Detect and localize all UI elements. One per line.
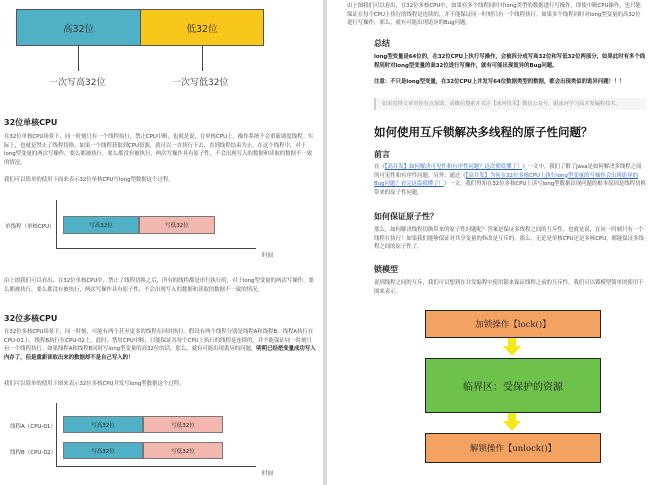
high-32-label: 高32位 bbox=[62, 23, 95, 35]
write-low-caption: 一次写低32位 bbox=[172, 78, 229, 88]
paragraph-summary: long型变量是64位的，在32位CPU上执行写操作，会被拆分成写高32位和写低32位两部分，如果此时有多个线程同时对long型变量的高32位进行写操作，就有可能出现诡异的Bug问题。 bbox=[374, 54, 646, 69]
flow-arrow-2-icon bbox=[503, 421, 521, 431]
section-title-summary: 总结 bbox=[374, 39, 390, 48]
divider-line-low bbox=[202, 46, 203, 71]
x-axis-1 bbox=[56, 248, 256, 249]
x-axis-2 bbox=[56, 466, 256, 467]
foreword-link-1[interactable]: 【高并发】如何解决可见性和有序性问题？这次彻底懂了！ bbox=[384, 164, 523, 170]
flow-arrow-1-stem bbox=[508, 338, 516, 346]
paragraph-multi-core bbox=[4, 328, 316, 362]
bar-write-low-1-label: 写低32位 bbox=[165, 223, 189, 229]
bar-thread-a-high-label: 写高32位 bbox=[91, 422, 115, 429]
flow-box-unlock-label: 解锁操作【unlock()】 bbox=[469, 444, 557, 454]
bar-thread-a-low bbox=[143, 416, 223, 433]
foreword-text-a: 在《 bbox=[374, 164, 385, 170]
section-title-multi-core: 32位多核CPU bbox=[4, 314, 58, 323]
flow-box-critical-label: 临界区：受保护的资源 bbox=[463, 382, 563, 393]
flow-box-critical-section bbox=[425, 358, 601, 413]
bar-write-low-1 bbox=[139, 216, 215, 234]
bar-thread-b-high-label: 写高32位 bbox=[91, 448, 115, 455]
row-label-single: 单线程（单核CPU） bbox=[5, 224, 55, 230]
bar-thread-a-high bbox=[63, 416, 143, 433]
flow-box-lock-label: 加锁操作【lock()】 bbox=[475, 320, 551, 330]
foreword-text-c: 》一文，我们得知在32位多核CPU上读写long型数据出现问题的根本原因是线程切换带来的原子性问题。 bbox=[374, 181, 646, 196]
flow-box-unlock bbox=[425, 433, 601, 463]
section-title-lock-model: 锁模型 bbox=[374, 265, 398, 274]
foreword-text-b: 》一文中，我们了解了Java是如何解决多线程之间的可见性和有序性问题。另外，通过《 bbox=[374, 164, 642, 179]
high-32-block bbox=[16, 9, 141, 46]
y-axis-1 bbox=[56, 200, 57, 248]
flow-arrow-1-icon bbox=[503, 346, 521, 356]
paragraph-note: 注意：不只是long型变量，在32位CPU上并发写64位数据类型的数据，都会出现类似的诡异问题！！！ bbox=[374, 79, 625, 85]
bar-write-high-1 bbox=[63, 216, 139, 234]
article-title: 如何使用互斥锁解决多线程的原子性问题？ bbox=[374, 125, 593, 139]
quote-block: 如果觉得文章对你有点帮助，请微信搜索并关注【冰河技术】微信公众号，跟冰河学习高并发编程技术。 bbox=[374, 98, 646, 110]
section-title-ensure-atomicity: 如何保证原子性？ bbox=[374, 212, 438, 221]
foreword-link-2[interactable]: 【高并发】为何在32位多核CPU上执行long型变量的写操作会出现诡异的Bug问题？看完这篇我懂了！ bbox=[374, 172, 638, 188]
paragraph-multi-core-result: 由上图我们可以看出，在32位多核CPU中，如果有多个线程同时对long类型的数据进行写操作，即使中断CPU操作，也只能保证在每个CPU上执行的线程是连续的，并不能保证同一时刻只有一个线程执行。如果多个线程同时对long型变量的高32位进行写操作，那么，就有可能出现诡异的Bug问题。 bbox=[347, 3, 641, 27]
paragraph-foreword bbox=[374, 163, 646, 197]
bar-thread-b-low-label: 写低32位 bbox=[171, 448, 195, 455]
right-page bbox=[327, 0, 650, 485]
low-32-block bbox=[140, 9, 264, 46]
paragraph-ensure-atomicity: 那么，如何解决线程切换带来的原子性问题呢？答案是保证多线程之间的互斥性。也就是说，在同一时刻只有一个线程在执行！如果我们能够保证对共享变量的修改是互斥的，那么，无论是单核CPU还是多核CPU，都能保证多线程之间的原子性了。 bbox=[374, 227, 644, 251]
row-label-thread-a: 线程A（CPU-01） bbox=[10, 424, 56, 430]
row-label-thread-b: 线程B（CPU-02） bbox=[10, 450, 56, 456]
axis-label-time-2: 时间 bbox=[262, 471, 274, 477]
flow-box-lock bbox=[425, 310, 601, 338]
write-high-caption: 一次写高32位 bbox=[49, 78, 106, 88]
paragraph-multi-core-emphasis: 明明已经把变量成功写入内存了，但是重新读取出来的数据却不是自己写入的！ bbox=[4, 346, 316, 361]
paragraph-lock-model: 说到线程之间的互斥，我们可以想到在并发编程中使用锁来保证线程之前的互斥性。我们可以锁模型简单的使用下图来表示。 bbox=[374, 280, 644, 295]
paragraph-single-core-intro: 我们可以简单的使用下面来表示32位单核CPU写long型数据这个过程。 bbox=[4, 177, 174, 183]
axis-label-time-1: 时间 bbox=[262, 253, 274, 259]
divider-line-high bbox=[78, 46, 79, 71]
section-title-foreword: 前言 bbox=[374, 150, 390, 159]
paragraph-multi-core-intro: 我们可以简单的使用下图来表示32位多核CPU并发写long型数据这个过程。 bbox=[4, 381, 185, 387]
paragraph-single-core: 在32位单核CPU场景下，同一时刻只有一个线程执行，禁止CPU中断，也就是说，在单核CPU上，操作系统不会重新调度线程。实际上，也就是禁止了线程切换。如果一个线程获取到CPU资源，就可以一直执行下去，直到线程结束为止。在这个线程中，对于long型变量的两次写操作，要么都被执行，要么都没有被执行，两次写操作具有原子性，不会出现写入的数据和读取的数据不一致的情况。 bbox=[4, 134, 314, 166]
left-page bbox=[0, 0, 323, 485]
bar-thread-b-low bbox=[143, 442, 223, 459]
y-axis-2 bbox=[56, 403, 57, 466]
bar-thread-b-high bbox=[63, 442, 143, 459]
section-title-single-core: 32位单核CPU bbox=[4, 118, 58, 127]
low-32-label: 低32位 bbox=[186, 23, 218, 35]
bar-write-high-1-label: 写高32位 bbox=[89, 223, 113, 229]
paragraph-multi-core-text: 在32位多核CPU场景下，同一时刻，可能有两个甚至更多的线程在同时执行。假设有两个线程分别是线程A和线程B。线程A执行在CPU-01上，线程B执行在CPU-02上。此时，禁用CPU中断，只能保证各每个CPU上执行的线程是连续的，并不能保证同一时刻只有一个线程执行。如果线程A和线程B同时写long型变量的高32位的话，那么，就有可能出现诡异的问题， bbox=[4, 329, 314, 353]
bar-thread-a-low-label: 写低32位 bbox=[171, 422, 195, 429]
paragraph-single-core-result: 由上图我们可以看出，在32位单核CPU中，禁止了线程切换之后，所有的线程都是串行执行的，对于long型变量的两次写操作，要么都被执行，要么都没有被执行，两次写操作具有原子性，不会出现写入的数据和读取的数据不一致的情况。 bbox=[4, 278, 314, 293]
flow-arrow-2-stem bbox=[508, 413, 516, 421]
